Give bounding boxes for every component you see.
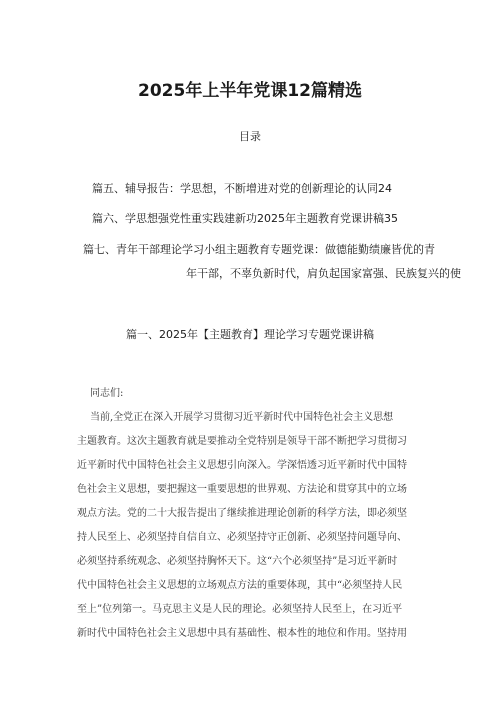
paragraph-line: 主题教育。这次主题教育就是要推动全党特别是领导干部不断把学习贯彻习 bbox=[77, 436, 407, 447]
paragraph-line: 代中国特色社会主义思想的立场观点方法的重要体现，其中“必须坚持人民 bbox=[77, 580, 403, 591]
paragraph-line: 近平新时代中国特色社会主义思想引向深入。学深悟透习近平新时代中国特 bbox=[77, 460, 407, 471]
greeting: 同志们: bbox=[90, 388, 124, 399]
toc-heading: 目录 bbox=[239, 130, 261, 143]
paragraph-line: 至上”位列第一。马克思主义是人民的理论。必须坚持人民至上，在习近平 bbox=[77, 604, 403, 615]
paragraph-line: 必须坚持系统观念、必须坚持胸怀天下。这“六个必须坚持”是习近平新时 bbox=[77, 556, 398, 567]
paragraph-line: 色社会主义思想，要把握这一重要思想的世界观、方法论和贯穿其中的立场 bbox=[77, 484, 407, 495]
paragraph-line: 当前,全党正在深入开展学习贯彻习近平新时代中国特色社会主义思想 bbox=[90, 412, 394, 423]
toc-entry-6[interactable]: 篇六、学思想强党性重实践建新功2025年主题教育党课讲稿35 bbox=[92, 212, 398, 225]
toc-entry-7-continued[interactable]: 年干部，不辜负新时代，肩负起国家富强、民族复兴的使 bbox=[186, 267, 461, 280]
document-title: 2025年上半年党课12篇精选 bbox=[138, 81, 362, 101]
paragraph-line: 持人民至上、必须坚持自信自立、必须坚持守正创新、必须坚持问题导向、 bbox=[77, 532, 407, 543]
toc-entry-7[interactable]: 篇七、青年干部理论学习小组主题教育专题党课：做德能勤绩廉皆优的青 bbox=[83, 243, 435, 256]
toc-entry-5[interactable]: 篇五、辅导报告：学思想，不断增进对党的创新理论的认同24 bbox=[92, 182, 392, 195]
paragraph-line: 新时代中国特色社会主义思想中具有基础性、根本性的地位和作用。坚持用 bbox=[77, 628, 407, 639]
paragraph-line: 观点方法。党的二十大报告提出了继续推进理论创新的科学方法，即必须坚 bbox=[77, 508, 407, 519]
section-heading: 篇一、2025年【主题教育】理论学习专题党课讲稿 bbox=[126, 328, 374, 341]
